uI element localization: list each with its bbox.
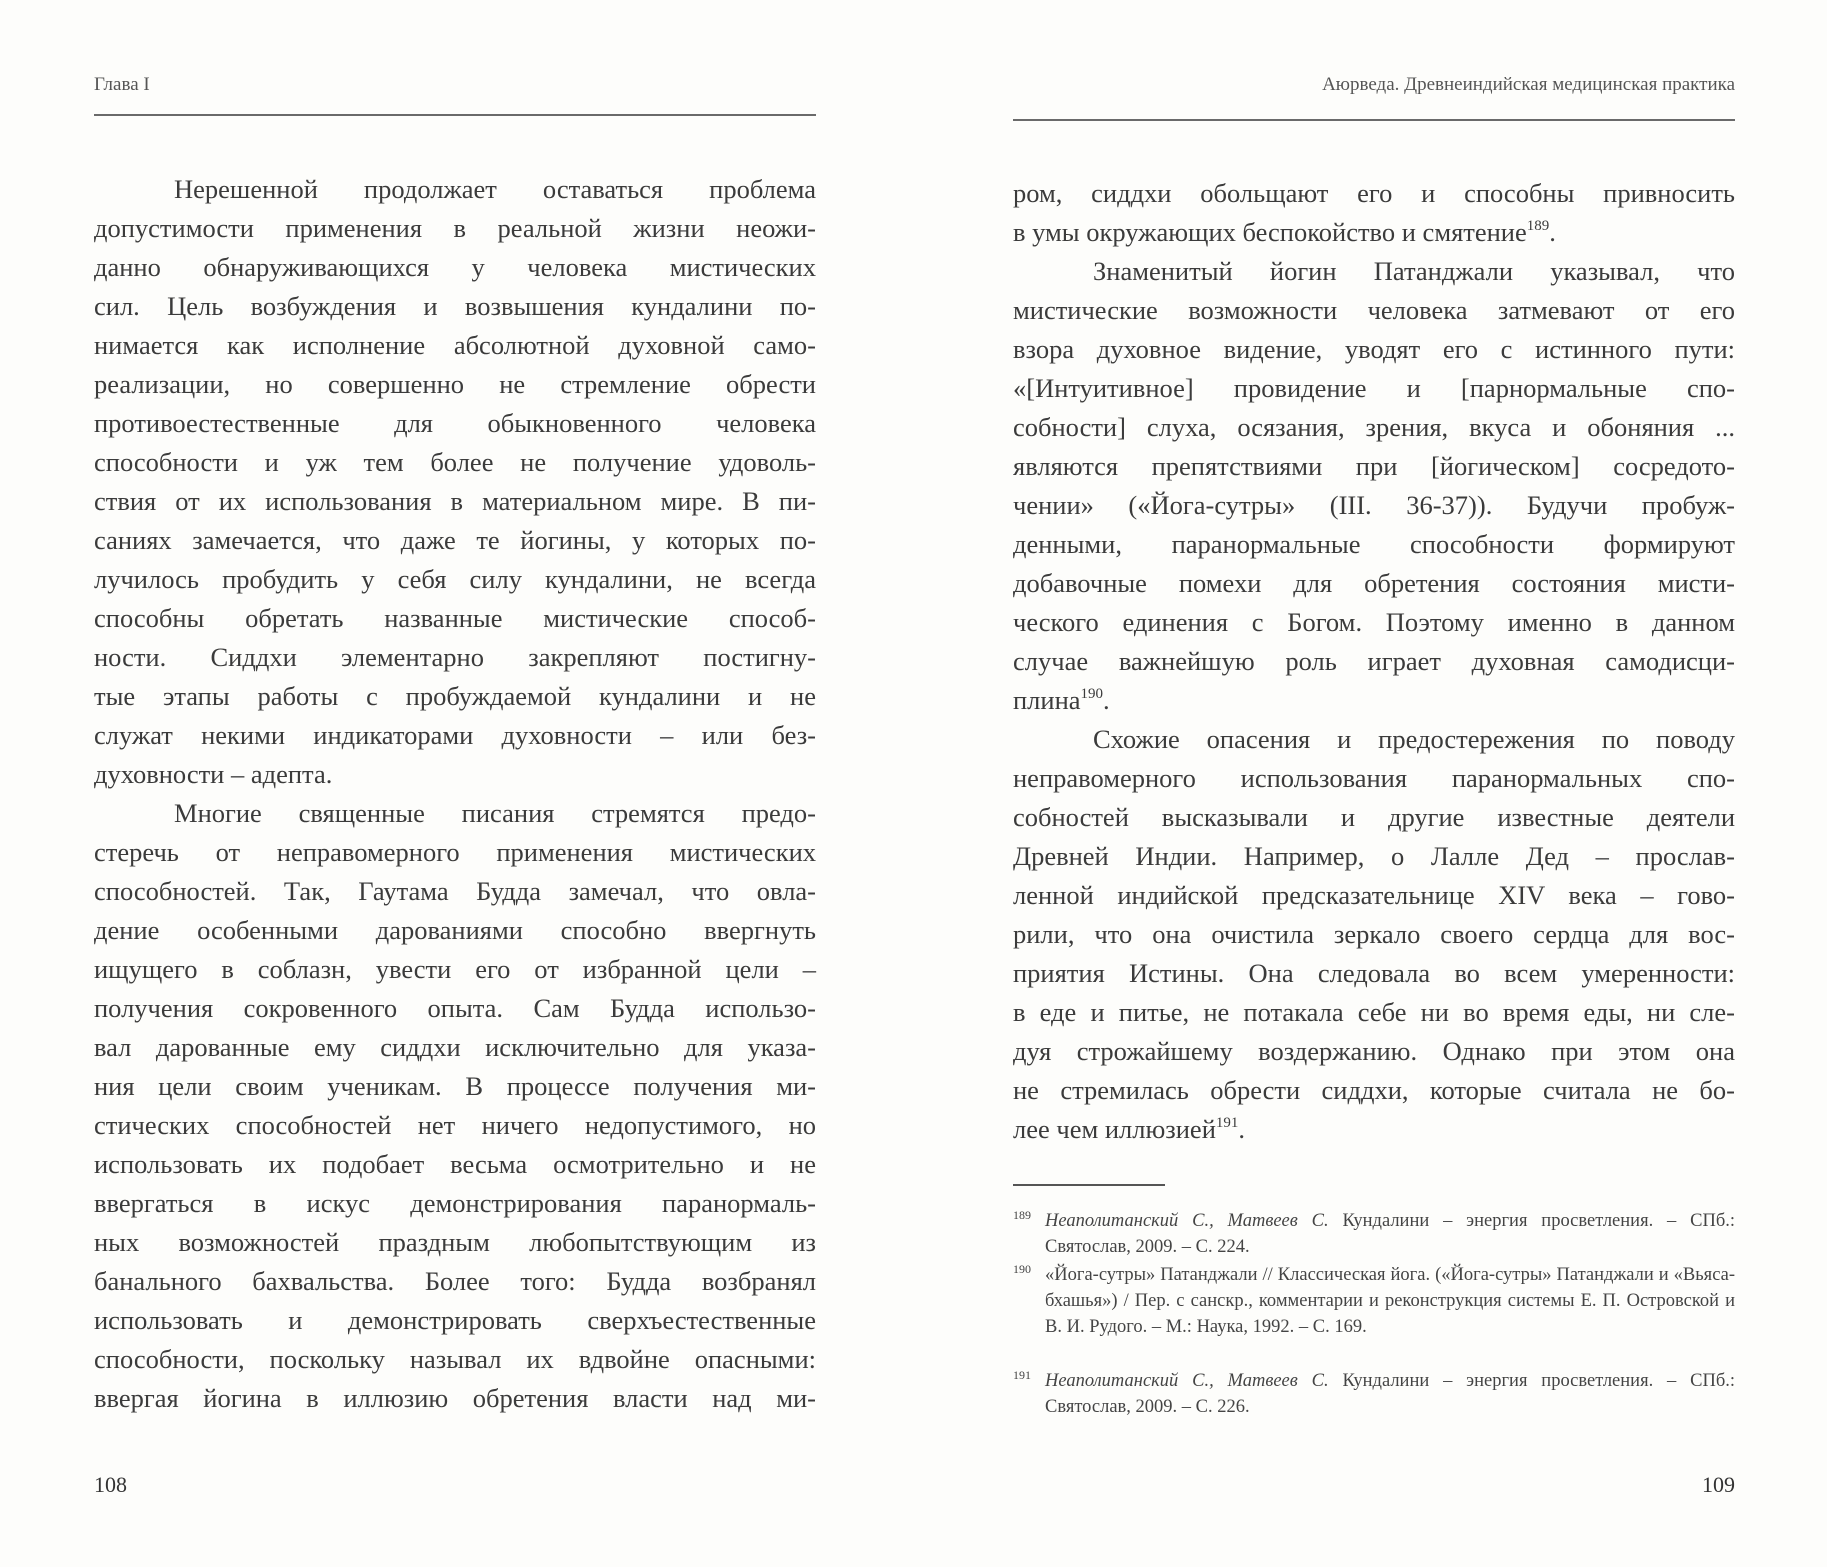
line-text: нимается как исполнение абсолютной духовной само- [94,330,816,360]
text-line [1013,681,1735,720]
line-text: ищущего в соблазн, увести его от избранной цели – [94,954,816,984]
text-line [94,560,816,599]
line-text: неправомерного использования паранормальных спо- [1013,763,1735,793]
line-text: лучилось пробудить у себя силу кундалини, не всегда [94,564,816,594]
text-line [94,1223,816,1262]
text-line [94,1106,816,1145]
text-line [94,755,816,794]
line-text: «[Интуитивное] провидение и [парнормальные спо- [1013,373,1735,403]
header-rule-left [94,114,816,116]
text-line [1013,369,1735,408]
left-page-body [94,170,816,1418]
line-text: дение особенными дарованиями способно ввергнуть [94,915,816,945]
text-line [94,638,816,677]
line-text: ности. Сиддхи элементарно закрепляют постигну- [94,642,816,672]
text-line [1013,252,1735,291]
footnote-author: Неаполитанский С., Матвеев С. [1045,1211,1329,1231]
line-text: не стремилась обрести сиддхи, которые считала не бо- [1013,1075,1735,1105]
line-text: ленной индийской предсказательнице XIV века – гово- [1013,880,1735,910]
line-text: рили, что она очистила зеркало своего сердца для вос- [1013,919,1735,949]
right-page-body [1013,174,1735,1149]
line-text: служат некими индикаторами духовности – или без- [94,720,816,750]
text-line [94,443,816,482]
line-text: данно обнаруживающихся у человека мистических [94,252,816,282]
text-line [1013,876,1735,915]
text-line [1013,447,1735,486]
line-text: ствия от их использования в материальном мире. В пи- [94,486,816,516]
line-text: ния цели своим ученикам. В процессе получения ми- [94,1071,816,1101]
text-line [94,989,816,1028]
line-text: собностей высказывали и другие известные деятели [1013,802,1735,832]
text-line [94,599,816,638]
line-text: способны обретать названные мистические способ- [94,603,816,633]
footnote-body: «Йога-сутры» Патанджали // Классическая йога. («Йога-сутры» Патанджали и «Вьяса-бхашья») / Пер. с санскр., комментарии и реконструкция системы Е. П. Островской и В. И. Рудого. – М.: Наука, 1992. – С. 169. [1045,1265,1735,1337]
text-line [94,1028,816,1067]
line-text: допустимости применения в реальной жизни неожи- [94,213,816,243]
text-line [1013,174,1735,213]
footnote-text [1013,1208,1735,1260]
footnote-body: Кундалини – энергия просветления. – СПб.: Святослав, 2009. – С. 226. [1045,1371,1735,1417]
text-line [94,1184,816,1223]
text-line [94,1379,816,1418]
line-text: случае важнейшую роль играет духовная самодисци- [1013,646,1735,676]
text-line [94,326,816,365]
line-text: мистические возможности человека затмевают от его [1013,295,1735,325]
page-number-left: 108 [94,1472,127,1497]
line-text: использовать и демонстрировать сверхъестественные [94,1305,816,1335]
text-line [1013,993,1735,1032]
line-text: способности и уж тем более не получение удоволь- [94,447,816,477]
line-text: духовности – адепта. [94,759,333,789]
line-text: вал дарованные ему сиддхи исключительно для указа- [94,1032,816,1062]
text-line [94,521,816,560]
text-line [1013,915,1735,954]
text-line [94,794,816,833]
text-line [94,1340,816,1379]
footnote-ref: 190 [1080,686,1104,702]
line-text: стеречь от неправомерного применения мистических [94,837,816,867]
text-line [1013,486,1735,525]
text-line [94,482,816,521]
running-head-left: Глава I [94,74,150,95]
line-text: приятия Истины. Она следовала во всем умеренности: [1013,958,1735,988]
footnote-ref: 191 [1215,1115,1239,1131]
text-line [1013,720,1735,759]
text-line [1013,1110,1735,1149]
line-text: ром, сиддхи обольщают его и способны привносить [1013,178,1735,208]
text-line [1013,642,1735,681]
header-rule-right [1013,119,1735,121]
page-number-right: 109 [1702,1472,1735,1497]
line-text: стических способностей нет ничего недопустимого, но [94,1110,816,1140]
line-text: Нерешенной продолжает оставаться проблема [174,174,816,204]
footnote-number: 191 [1013,1368,1031,1382]
line-text: дуя строжайшему воздержанию. Однако при этом она [1013,1036,1735,1066]
text-line [94,1067,816,1106]
footnote-text [1013,1368,1735,1420]
text-line [1013,798,1735,837]
text-line [94,404,816,443]
footnote [1013,1262,1735,1340]
text-line [1013,837,1735,876]
text-line [1013,408,1735,447]
line-text: денными, паранормальные способности формируют [1013,529,1735,559]
line-text: ввергаться в искус демонстрирования паранормаль- [94,1188,816,1218]
text-line [1013,291,1735,330]
line-text: получения сокровенного опыта. Сам Будда использо- [94,993,816,1023]
text-line [94,677,816,716]
footnote [1013,1208,1735,1260]
text-line [1013,330,1735,369]
footnote-author: Неаполитанский С., Матвеев С. [1045,1371,1329,1391]
footnote-text [1013,1262,1735,1340]
text-line [94,911,816,950]
footnote [1013,1368,1735,1420]
text-line [1013,954,1735,993]
line-text: собности] слуха, осязания, зрения, вкуса и обоняния ... [1013,412,1735,442]
line-text: Знаменитый йогин Патанджали указывал, что [1093,256,1735,286]
text-line [94,833,816,872]
text-line [94,1145,816,1184]
line-text: ввергая йогина в иллюзию обретения власти над ми- [94,1383,816,1413]
footnote-ref: 189 [1526,218,1550,234]
text-line [94,1262,816,1301]
text-line [94,716,816,755]
text-line [1013,564,1735,603]
line-text: лее чем иллюзией [1013,1114,1216,1144]
line-text: взора духовное видение, уводят его с истинного пути: [1013,334,1735,364]
line-text: способностей. Так, Гаутама Будда замечал, что овла- [94,876,816,906]
line-tail: . [1549,217,1556,247]
line-tail: . [1238,1114,1246,1144]
line-text: в еде и питье, не потакала себе ни во время еды, ни сле- [1013,997,1735,1027]
text-line [1013,525,1735,564]
line-text: сил. Цель возбуждения и возвышения кундалини по- [94,291,816,321]
text-line [1013,1032,1735,1071]
text-line [94,209,816,248]
text-line [1013,213,1735,252]
line-text: чении» («Йога-сутры» (III. 36-37)). Будучи пробуж- [1013,490,1735,520]
text-line [94,1301,816,1340]
text-line [94,287,816,326]
footnote-number: 190 [1013,1262,1031,1276]
running-head-right: Аюрведа. Древнеиндийская медицинская практика [1322,74,1735,95]
line-text: реализации, но совершенно не стремление обрести [94,369,816,399]
line-text: Многие священные писания стремятся предо- [174,798,816,828]
line-tail: . [1103,685,1110,715]
line-text: ческого единения с Богом. Поэтому именно в данном [1013,607,1735,637]
line-text: Древней Индии. Например, о Лалле Дед – прослав- [1013,841,1735,871]
text-line [94,872,816,911]
line-text: использовать их подобает весьма осмотрительно и не [94,1149,816,1179]
text-line [94,248,816,287]
footnote-rule [1013,1184,1165,1186]
text-line [1013,759,1735,798]
text-line [1013,1071,1735,1110]
line-text: в умы окружающих беспокойство и смятение [1013,217,1527,247]
line-text: Схожие опасения и предостережения по поводу [1093,724,1735,754]
text-line [94,170,816,209]
line-text: способности, поскольку называл их вдвойне опасными: [94,1344,816,1374]
text-line [94,365,816,404]
text-line [94,950,816,989]
footnote-body: Кундалини – энергия просветления. – СПб.: Святослав, 2009. – С. 224. [1045,1211,1735,1257]
line-text: тые этапы работы с пробуждаемой кундалини и не [94,681,816,711]
text-line [1013,603,1735,642]
line-text: добавочные помехи для обретения состояния мисти- [1013,568,1735,598]
line-text: являются препятствиями при [йогическом] сосредото- [1013,451,1735,481]
footnote-number: 189 [1013,1208,1031,1222]
line-text: ных возможностей праздным любопытствующим из [94,1227,816,1257]
line-text: противоестественные для обыкновенного человека [94,408,816,438]
line-text: саниях замечается, что даже те йогины, у которых по- [94,525,816,555]
line-text: плина [1013,685,1081,715]
line-text: банального бахвальства. Более того: Будда возбранял [94,1266,816,1296]
